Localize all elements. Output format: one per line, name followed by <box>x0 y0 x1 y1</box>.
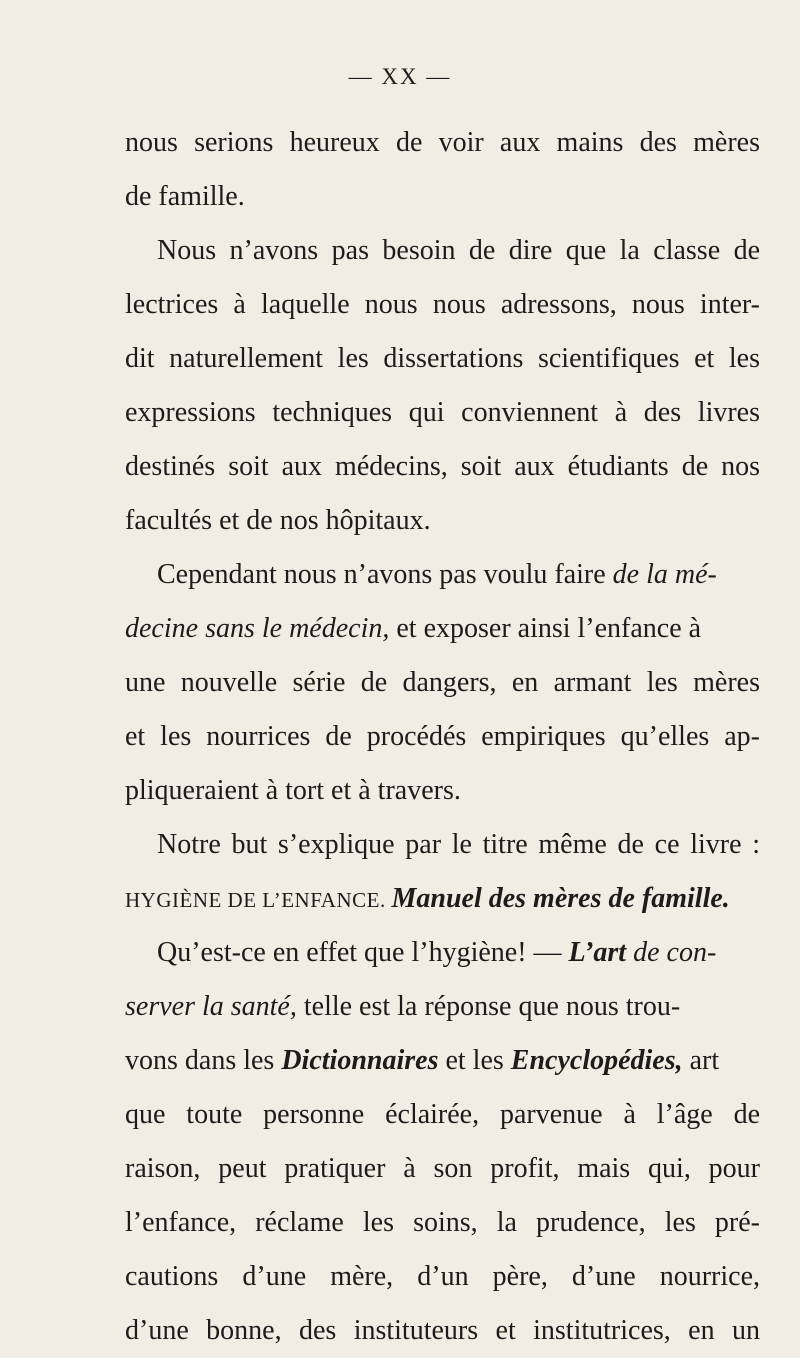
text-line: une nouvelle série de dangers, en armant les mères <box>125 667 760 698</box>
text-segment: et exposer ainsi l’enfance à <box>389 613 702 644</box>
text-line <box>125 926 760 980</box>
text-line <box>125 1034 760 1088</box>
italic-phrase: Dictionnaires <box>281 1045 439 1076</box>
text-line: Nous n’avons pas besoin de dire que la classe de <box>157 235 760 266</box>
text-line: Notre but s’explique par le titre même de ce livre : <box>157 829 760 860</box>
book-subtitle: Manuel des mères de famille. <box>391 883 730 914</box>
italic-phrase: decine sans le médecin, <box>125 613 390 644</box>
text-line: pliqueraient à tort et à travers. <box>125 775 461 806</box>
text-line: d’une bonne, des instituteurs et institutrices, en un <box>125 1315 760 1346</box>
text-line: et les nourrices de procédés empiriques qu’elles ap- <box>125 721 760 752</box>
text-line <box>125 980 760 1034</box>
text-line <box>125 548 760 602</box>
body-text <box>125 116 760 1358</box>
text-line: facultés et de nos hôpitaux. <box>125 505 431 536</box>
text-line: destinés soit aux médecins, soit aux étudiants de nos <box>125 451 760 482</box>
text-line: raison, peut pratiquer à son profit, mais qui, pour <box>125 1153 760 1184</box>
italic-phrase: de la mé- <box>612 559 717 590</box>
text-segment: et les <box>438 1045 511 1076</box>
text-segment: Qu’est-ce en effet que l’hygiène! — <box>157 937 569 968</box>
text-segment: telle est la réponse que nous trou- <box>296 991 681 1022</box>
text-line: que toute personne éclairée, parvenue à l’âge de <box>125 1099 760 1130</box>
text-segment: Cependant nous n’avons pas voulu faire <box>157 559 613 590</box>
text-line: lectrices à laquelle nous nous adressons, nous inter- <box>125 289 760 320</box>
text-segment: art <box>682 1045 720 1076</box>
italic-phrase: server la santé, <box>125 991 297 1022</box>
small-caps-title: HYGIÈNE DE L’ENFANCE. <box>125 888 392 912</box>
italic-phrase: L’art <box>568 937 627 968</box>
text-segment: vons dans les <box>125 1045 282 1076</box>
text-line: cautions d’une mère, d’un père, d’une nourrice, <box>125 1261 760 1292</box>
text-line: dit naturellement les dissertations scientifiques et les <box>125 343 760 374</box>
text-line: nous serions heureux de voir aux mains des mères <box>125 127 760 158</box>
text-line <box>125 872 760 926</box>
page-header: — XX — <box>348 64 452 89</box>
italic-phrase: Encyclopédies, <box>510 1045 683 1076</box>
text-line: de famille. <box>125 181 245 212</box>
text-line: l’enfance, réclame les soins, la prudence, les pré- <box>125 1207 760 1238</box>
text-line <box>125 602 760 656</box>
italic-phrase: de con- <box>626 937 717 968</box>
text-line: expressions techniques qui conviennent à des livres <box>125 397 760 428</box>
